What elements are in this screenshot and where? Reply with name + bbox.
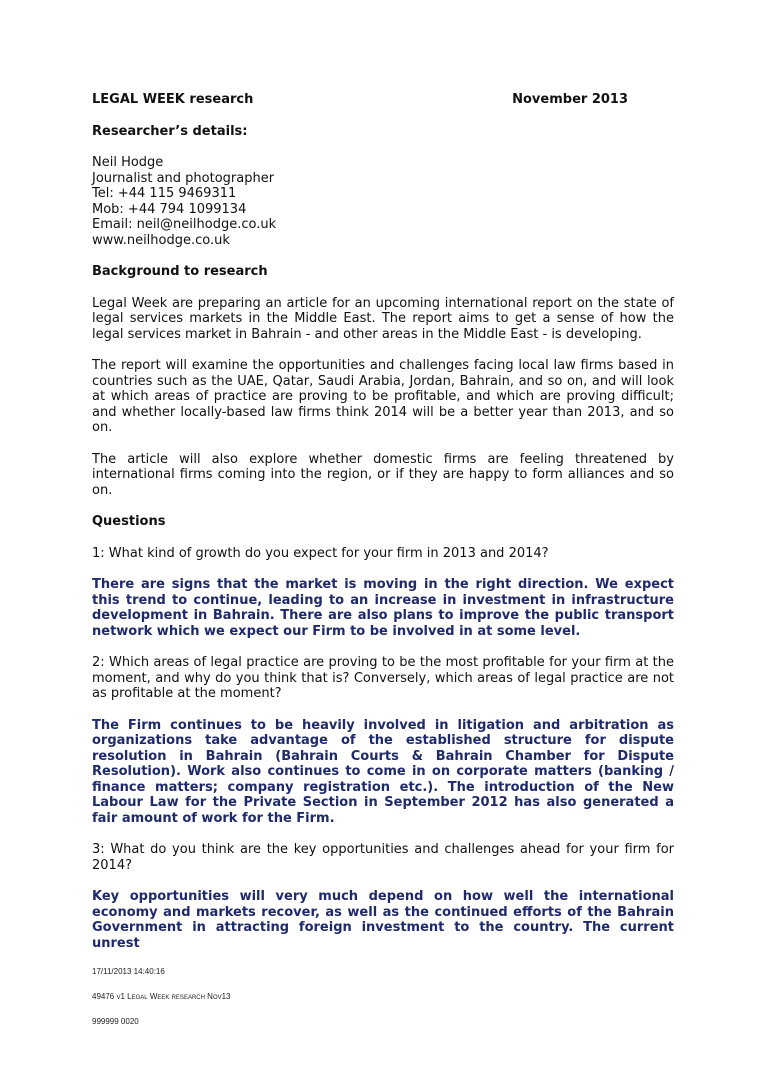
document-page bbox=[92, 92, 674, 967]
researcher-role: Journalist and photographer bbox=[92, 170, 275, 186]
background-heading: Background to research bbox=[92, 264, 268, 279]
researcher-tel: Tel: +44 115 9469311 bbox=[92, 186, 237, 201]
footer-timestamp: 17/11/2013 14:40:16 bbox=[92, 967, 165, 976]
background-paragraph-3: The article will also explore whether domestic firms are feeling threatened by international firms coming into the region, or if they are happy to form alliances and so on. bbox=[92, 451, 674, 498]
background-paragraph-1: Legal Week are preparing an article for an upcoming international report on the state of legal services markets in the Middle East. The report aims to get a sense of how the legal services market in Bahrain - and other areas in the Middle East - is developing. bbox=[92, 295, 674, 342]
document-date: November 2013 bbox=[512, 92, 628, 107]
footer-code: 999999 0020 bbox=[92, 1017, 139, 1026]
answer-2: The Firm continues to be heavily involved in litigation and arbitration as organizations take advantage of the established structure for dispute resolution in Bahrain (Bahrain Courts & Bahrain Chamber for Dispute Resolution). Work also continues to come in on corporate matters (banking / finance matters; company registration etc.). The introduction of the New Labour Law for the Private Section in September 2012 has also generated a fair amount of work for the Firm. bbox=[92, 717, 674, 826]
question-2: 2: Which areas of legal practice are proving to be the most profitable for your firm at the moment, and why do you think that is? Conversely, which areas of legal practice are not as profitable at the moment? bbox=[92, 655, 674, 701]
question-1: 1: What kind of growth do you expect for your firm in 2013 and 2014? bbox=[92, 545, 549, 561]
researcher-details-heading: Researcher’s details: bbox=[92, 123, 248, 139]
researcher-email[interactable]: Email: neil@neilhodge.co.uk bbox=[92, 217, 277, 232]
questions-heading: Questions bbox=[92, 514, 166, 529]
document-footer bbox=[92, 967, 231, 1042]
researcher-details bbox=[92, 155, 674, 248]
document-title: LEGAL WEEK research bbox=[92, 92, 254, 107]
answer-3: Key opportunities will very much depend on how well the international economy and markets recover, as well as the continued efforts of the Bahrain Government in attracting foreign investment to the country. The current unrest bbox=[92, 889, 674, 951]
researcher-website[interactable]: www.neilhodge.co.uk bbox=[92, 232, 230, 248]
footer-doc-ref: 49476 v1 Legal Week research Nov13 bbox=[92, 992, 231, 1001]
document-header bbox=[92, 92, 674, 108]
researcher-mob: Mob: +44 794 1099134 bbox=[92, 201, 247, 217]
researcher-name: Neil Hodge bbox=[92, 155, 164, 170]
background-paragraph-2: The report will examine the opportunities and challenges facing local law firms based in countries such as the UAE, Qatar, Saudi Arabia, Jordan, Bahrain, and so on, and will look at which areas of practice are proving to be profitable, and which are proving difficult; and whether locally-based law firms think 2014 will be a better year than 2013, and so on. bbox=[92, 358, 674, 435]
question-3: 3: What do you think are the key opportunities and challenges ahead for your firm for 2014? bbox=[92, 842, 674, 873]
answer-1: There are signs that the market is moving in the right direction. We expect this trend to continue, leading to an increase in investment in infrastructure development in Bahrain. There are also plans to improve the public transport network which we expect our Firm to be involved in at some level. bbox=[92, 577, 674, 639]
